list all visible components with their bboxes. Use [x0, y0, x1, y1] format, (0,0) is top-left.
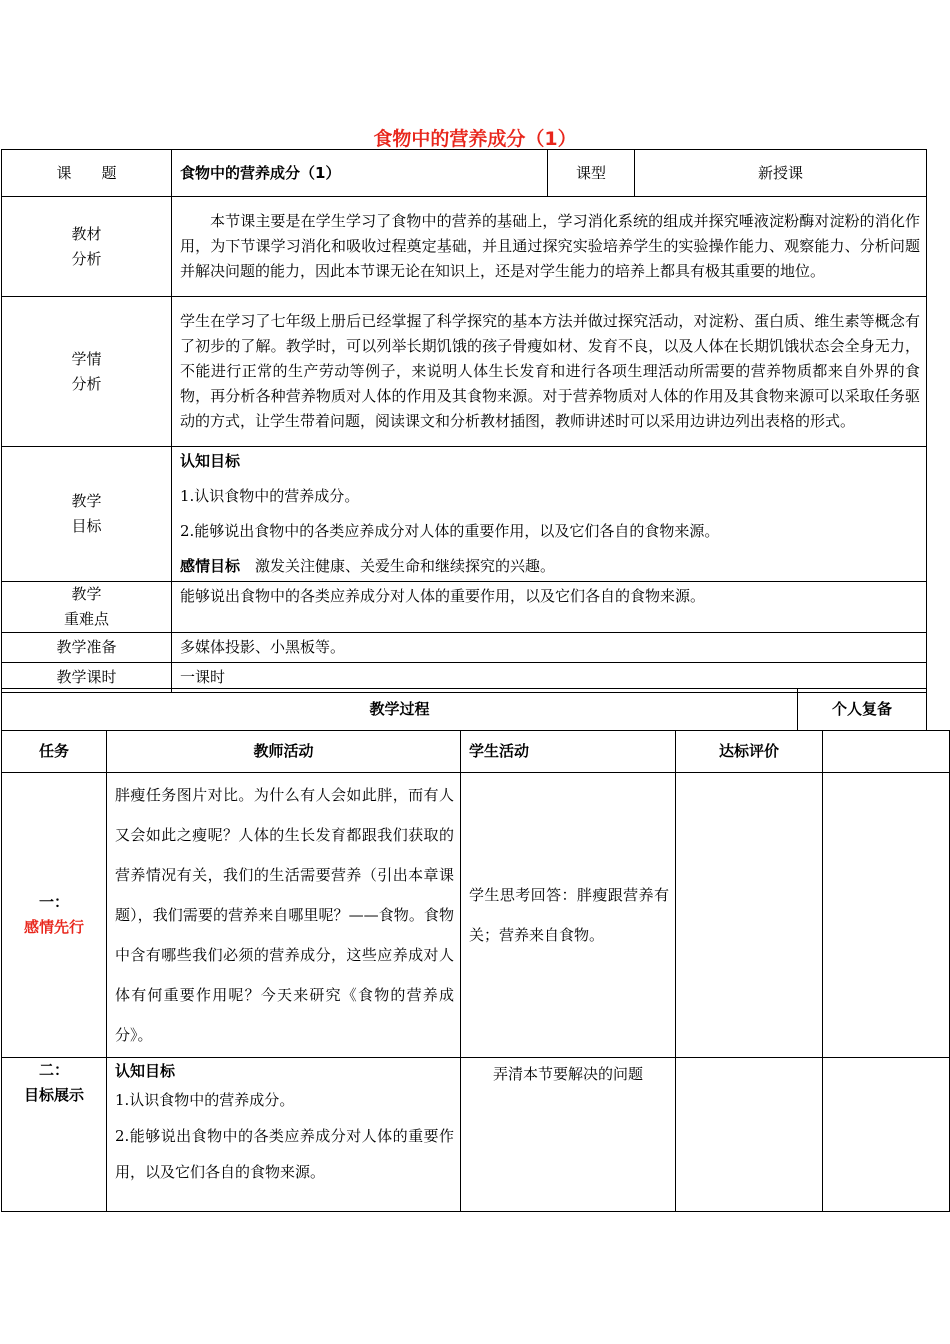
teacher-activity-2-item-1: 1.认识食物中的营养成分。	[115, 1091, 295, 1109]
task-number-1: 一：	[38, 893, 69, 911]
personal-review-label: 个人复备	[798, 689, 927, 731]
process-label: 教学过程	[2, 689, 798, 731]
hours-label: 教学课时	[2, 663, 172, 693]
learner-label	[2, 297, 172, 447]
learner-label-line-2: 分析	[71, 374, 102, 393]
key-points-label-line-1: 教学	[71, 585, 102, 603]
evaluation-cell-2	[676, 1058, 823, 1212]
key-points-label	[2, 582, 172, 633]
goals-label-line-2: 目标	[71, 517, 102, 535]
key-points-text: 能够说出食物中的各类应养成分对人体的重要作用，以及它们各自的食物来源。	[172, 582, 927, 633]
lesson-info-table	[1, 149, 927, 693]
goals-label-line-1: 教学	[71, 492, 102, 510]
evaluation-cell-1	[676, 773, 823, 1058]
learner-label-line-1: 学情	[71, 349, 102, 368]
student-activity-1: 学生思考回答：胖瘦跟营养有关；营养来自食物。	[461, 773, 676, 1058]
preparation-text: 多媒体投影、小黑板等。	[172, 633, 927, 663]
preparation-label: 教学准备	[2, 633, 172, 663]
personal-cell-1	[823, 773, 950, 1058]
task-number-2: 二：	[38, 1061, 69, 1079]
task-cell-2	[2, 1058, 107, 1212]
goals-label	[2, 447, 172, 582]
goal-item-1: 1.认识食物中的营养成分。	[180, 487, 360, 505]
material-analysis-text: 本节课主要是在学生学习了食物中的营养的基础上，学习消化系统的组成并探究唾液淀粉酶对淀粉的消化作用，为下节课学习消化和吸收过程奠定基础，并且通过探究实验培养学生的实验操作能力、观察能力、分析问题并解决问题的能力，因此本节课无论在知识上，还是对学生能力的培养上都具有极其重要的地位。	[172, 197, 927, 297]
topic-label: 课 题	[2, 150, 172, 197]
teacher-activity-1: 胖瘦任务图片对比。为什么有人会如此胖，而有人又会如此之瘦呢？人体的生长发育都跟我们获取的营养情况有关，我们的生活需要营养（引出本章课题），我们需要的营养来自哪里呢？——食物。食物中含有哪些我们必须的营养成分，这些应养成对人体有何重要作用呢？今天来研究《食物的营养成分》。	[107, 773, 461, 1058]
cognitive-goal-heading: 认知目标	[180, 452, 241, 470]
teacher-activity-2	[107, 1058, 461, 1212]
process-table	[1, 730, 950, 1212]
material-label-line-1: 教材	[71, 224, 102, 243]
emotion-goal-text: 激发关注健康、关爱生命和继续探究的兴趣。	[255, 557, 556, 575]
teacher-activity-2-item-2: 2.能够说出食物中的各类应养成分对人体的重要作用，以及它们各自的食物来源。	[115, 1127, 454, 1181]
goals-content	[172, 447, 927, 582]
task-cell-1	[2, 773, 107, 1058]
col-header-blank	[823, 731, 950, 773]
goal-item-2: 2.能够说出食物中的各类应养成分对人体的重要作用，以及它们各自的食物来源。	[180, 522, 720, 540]
key-points-label-line-2: 重难点	[63, 610, 109, 628]
emotion-goal	[180, 554, 920, 579]
col-header-task: 任务	[2, 731, 107, 773]
task-title-1: 感情先行	[23, 918, 84, 936]
col-header-evaluation: 达标评价	[676, 731, 823, 773]
topic-value: 食物中的营养成分（1）	[172, 150, 548, 197]
emotion-goal-heading: 感情目标	[180, 557, 241, 575]
col-header-student: 学生活动	[461, 731, 676, 773]
type-label: 课型	[548, 150, 635, 197]
teacher-activity-2-heading: 认知目标	[115, 1062, 176, 1080]
student-activity-2: 弄清本节要解决的问题	[461, 1058, 676, 1212]
task-title-2: 目标展示	[23, 1086, 84, 1104]
learner-analysis-text: 学生在学习了七年级上册后已经掌握了科学探究的基本方法并做过探究活动，对淀粉、蛋白质、维生素等概念有了初步的了解。教学时，可以列举长期饥饿的孩子骨瘦如材、发育不良，以及人体在长期饥饿状态会全身无力，不能进行正常的生产劳动等例子，来说明人体生长发育和进行各项生理活动所需要的营养物质都来自外界的食物，再分析各种营养物质对人体的作用及其食物来源。对于营养物质对人体的作用及其食物来源可以采取任务驱动的方式，让学生带着问题，阅读课文和分析教材插图，教师讲述时可以采用边讲边列出表格的形式。	[172, 297, 927, 447]
type-value: 新授课	[635, 150, 927, 197]
page-title: 食物中的营养成分（1）	[373, 128, 577, 150]
col-header-teacher: 教师活动	[107, 731, 461, 773]
personal-cell-2	[823, 1058, 950, 1212]
material-label	[2, 197, 172, 297]
hours-text: 一课时	[172, 663, 927, 693]
material-label-line-2: 分析	[71, 249, 102, 268]
process-header-table	[1, 688, 927, 731]
